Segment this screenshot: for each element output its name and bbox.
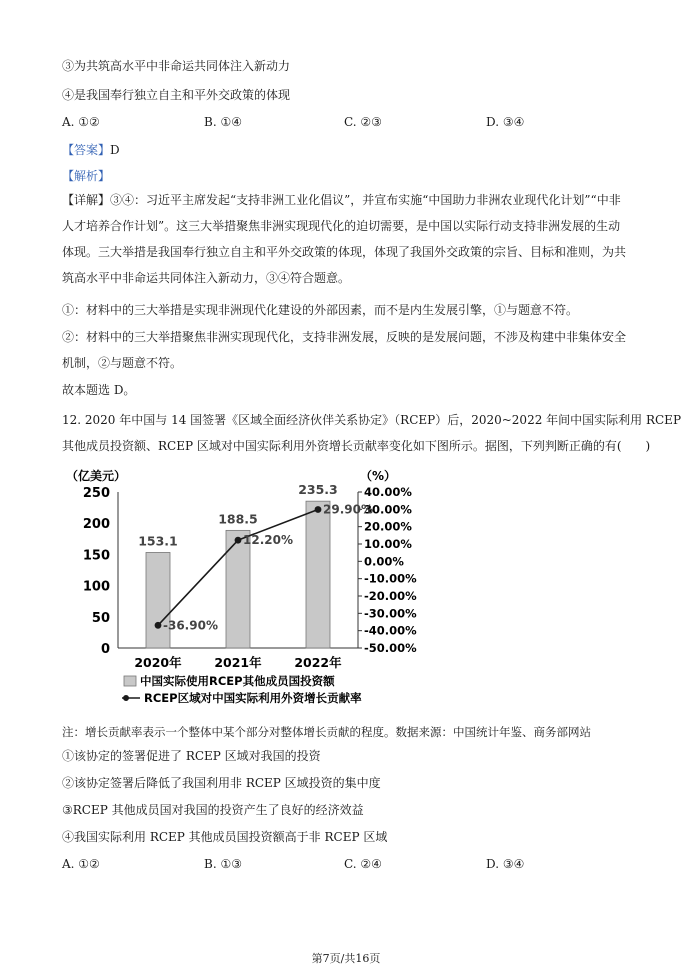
bar-value-label: 153.1 (138, 533, 178, 549)
statement-4: ④我国实际利用 RCEP 其他成员国投资额高于非 RCEP 区域 (62, 830, 388, 844)
right-axis-unit: （%） (359, 469, 397, 483)
statement-2: ②该协定签署后降低了我国利用非 RCEP 区域投资的集中度 (62, 776, 381, 790)
contribution-label: -36.90% (163, 618, 218, 633)
answer-line (62, 142, 120, 158)
right-tick-label: -40.00% (364, 623, 417, 638)
right-tick-label: -30.00% (364, 606, 417, 621)
detail-point-1: ①：材料中的三大举措是实现非洲现代化建设的外部因素，而不是内生发展引擎，①与题意不符。 (62, 303, 579, 317)
q12-choice-a: A. ①② (62, 857, 100, 871)
contribution-point (155, 622, 162, 629)
bar-2022年 (306, 501, 330, 648)
analysis-label: 【解析】 (62, 169, 111, 183)
answer-value: D (110, 143, 120, 157)
right-tick-label: -20.00% (364, 589, 417, 603)
q12-choice-c: C. ②④ (344, 857, 382, 871)
option-3-text: ③为共筑高水平中非命运共同体注入新动力 (62, 59, 291, 73)
choice-d: D. ③④ (486, 115, 525, 129)
contribution-label: 29.90% (323, 502, 373, 517)
category-label: 2020年 (134, 655, 182, 670)
statement-3: ③RCEP 其他成员国对我国的投资产生了良好的经济效益 (62, 803, 364, 817)
chart-note: 注：增长贡献率表示一个整体中某个部分对整体增长贡献的程度。数据来源：中国统计年鉴、商务部网站 (62, 725, 591, 739)
left-tick-label: 50 (91, 610, 110, 626)
bar-value-label: 235.3 (298, 482, 338, 498)
right-tick-label: 20.00% (364, 519, 412, 534)
page-footer: 第7页/共16页 (311, 952, 381, 965)
choice-c: C. ②③ (344, 115, 382, 129)
legend-line-marker (123, 695, 129, 701)
detail-paragraph (62, 187, 628, 291)
q12-stem-line2: 其他成员投资额、RCEP 区域对中国实际利用外资增长贡献率变化如下图所示。据图，下列判断正确的有( ) (62, 439, 651, 453)
contribution-point (235, 537, 242, 544)
statement-1: ①该协定的签署促进了 RCEP 区域对我国的投资 (62, 749, 321, 763)
detail-text: ③④：习近平主席发起“支持非洲工业化倡议”，并宣布实施“中国助力非洲农业现代化计划”“中非人才培养合作计划”。这三大举措聚焦非洲实现现代化的迫切需要，是中国以实际行动支持非洲发展的生动体现。三大举措是我国奉行独立自主和平外交政策的体现，体现了我国外交政策的宗旨、目标和准则，为共筑高水平中非命运共同体注入新动力，③④符合题意。 (62, 193, 627, 285)
contribution-point (315, 506, 322, 513)
option-4-text: ④是我国奉行独立自主和平外交政策的体现 (62, 88, 291, 102)
choices-row-q12 (62, 857, 622, 873)
left-tick-label: 100 (82, 579, 110, 595)
left-tick-label: 250 (82, 486, 110, 501)
q12-choice-d: D. ③④ (486, 857, 525, 871)
left-tick-label: 150 (82, 548, 110, 564)
contribution-label: 12.20% (243, 533, 293, 548)
choice-a: A. ①② (62, 115, 100, 129)
rcep-investment-chart (60, 462, 420, 712)
legend-bar-label: 中国实际使用RCEP其他成员国投资额 (140, 674, 335, 688)
left-tick-label: 0 (100, 642, 110, 657)
q12-stem-line1: 12. 2020 年中国与 14 国签署《区域全面经济伙伴关系协定》（RCEP）后，2020~2022 年间中国实际利用 RCEP (62, 413, 682, 427)
answer-label: 【答案】 (62, 143, 111, 157)
detail-point-2: ②：材料中的三大举措聚焦非洲实现现代化，支持非洲发展，反映的是发展问题，不涉及构建中非集体安全机制，②与题意不符。 (62, 330, 627, 370)
left-tick-label: 200 (82, 517, 110, 533)
right-tick-label: 0.00% (364, 554, 404, 569)
detail-conclusion: 故本题选 D。 (62, 383, 136, 397)
bar-value-label: 188.5 (218, 511, 258, 527)
legend-line-label: RCEP区域对中国实际利用外资增长贡献率 (144, 691, 362, 705)
category-label: 2022年 (294, 655, 342, 670)
right-tick-label: 40.00% (364, 485, 412, 499)
choice-b: B. ①④ (204, 115, 242, 129)
legend-bar-swatch (124, 676, 136, 686)
bar-2020年 (146, 552, 170, 648)
detail-label: 【详解】 (62, 193, 111, 207)
category-label: 2021年 (214, 655, 262, 670)
choices-row-q11 (62, 115, 622, 131)
right-tick-label: 30.00% (364, 502, 412, 517)
left-axis-unit: （亿美元） (65, 469, 127, 483)
right-tick-label: -50.00% (364, 641, 417, 655)
right-tick-label: 10.00% (364, 537, 412, 551)
right-tick-label: -10.00% (364, 571, 417, 586)
q12-choice-b: B. ①③ (204, 857, 242, 871)
